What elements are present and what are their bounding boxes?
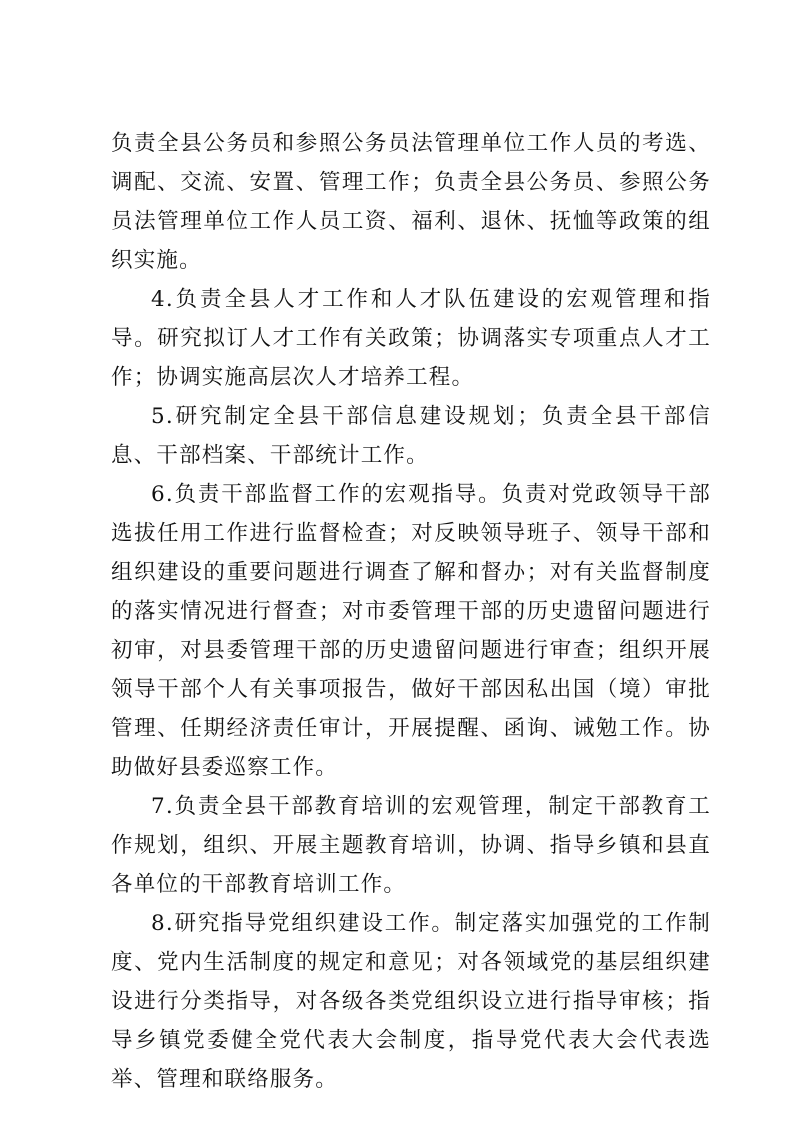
paragraph-item-6: 6.负责干部监督工作的宏观指导。负责对党政领导干部选拔任用工作进行监督检查；对反映领导班子、领导干部和组织建设的重要问题进行调查了解和督办；对有关监督制度的落实情况进行督查；对市委管理干部的历史遗留问题进行初审，对县委管理干部的历史遗留问题进行审查；组织开展领导干部个人有关事项报告，做好干部因私出国（境）审批管理、任期经济责任审计，开展提醒、函询、诫勉工作。协助做好县委巡察工作。: [111, 482, 711, 780]
paragraph-item-8: 8.研究指导党组织建设工作。制定落实加强党的工作制度、党内生活制度的规定和意见；对各领域党的基层组织建设进行分类指导，对各级各类党组织设立进行指导审核；指导乡镇党委健全党代表大会制度，指导党代表大会代表选举、管理和联络服务。: [111, 911, 711, 1092]
document-page: [111, 124, 711, 1099]
paragraph-item-7: 7.负责全县干部教育培训的宏观管理，制定干部教育工作规划，组织、开展主题教育培训，协调、指导乡镇和县直各单位的干部教育培训工作。: [111, 794, 711, 897]
paragraph-item-5: 5.研究制定全县干部信息建设规划；负责全县干部信息、干部档案、干部统计工作。: [111, 404, 711, 468]
paragraph-continuation: 负责全县公务员和参照公务员法管理单位工作人员的考选、调配、交流、安置、管理工作；负责全县公务员、参照公务员法管理单位工作人员工资、福利、退休、抚恤等政策的组织实施。: [111, 131, 711, 273]
paragraph-item-4: 4.负责全县人才工作和人才队伍建设的宏观管理和指导。研究拟订人才工作有关政策；协调落实专项重点人才工作；协调实施高层次人才培养工程。: [111, 287, 711, 390]
